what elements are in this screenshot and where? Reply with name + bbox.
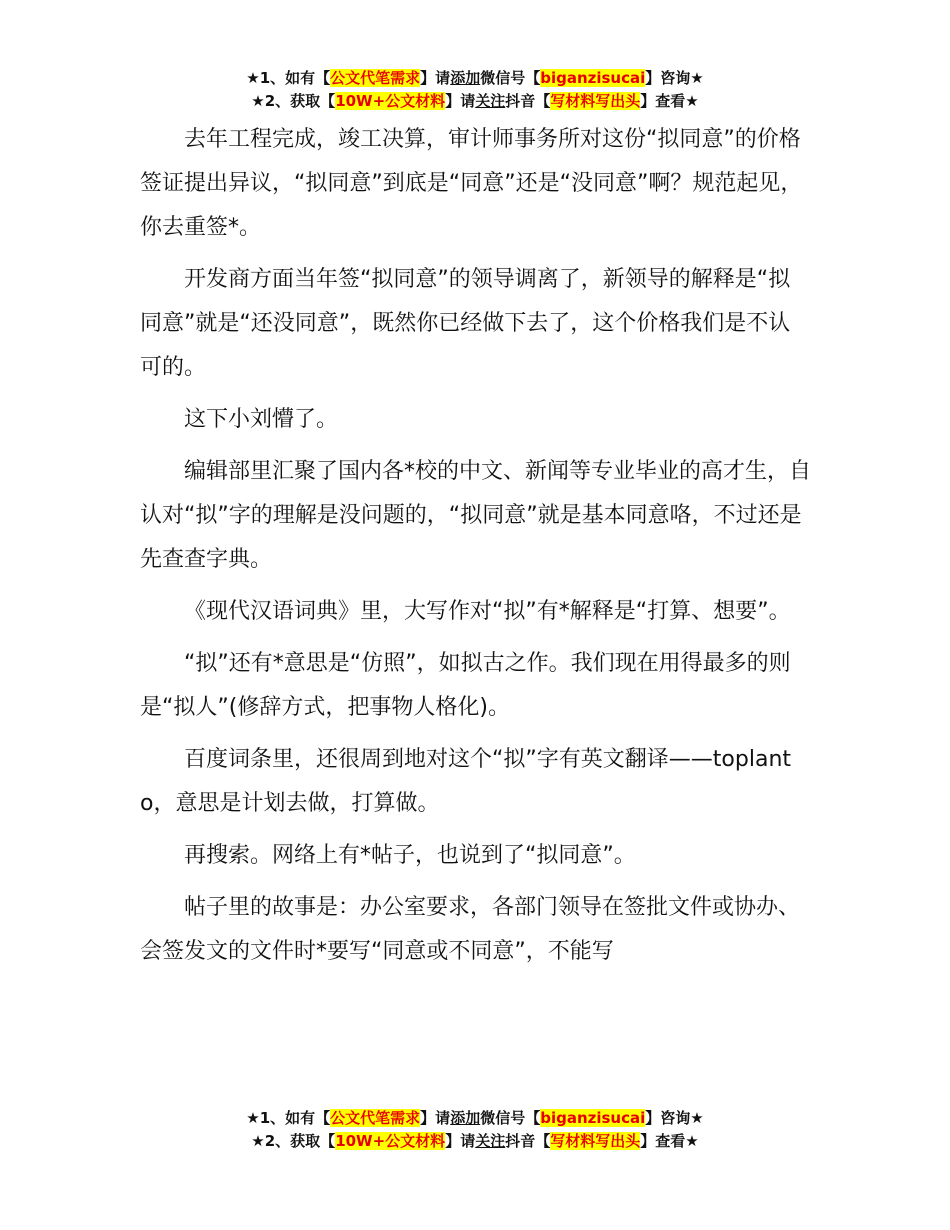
paragraph: 百度词条里，还很周到地对这个“拟”字有英文翻译——toplanto，意思是计划去做，打算做。 (140, 747, 792, 816)
banner-text: 微信号【 (480, 1109, 541, 1127)
banner-text: ★1、如有【 (246, 69, 331, 87)
paragraph: 帖子里的故事是：办公室要求，各部门领导在签批文件或协办、会签发文的文件时*要写“同意或不同意”，不能写 (140, 895, 801, 964)
banner-text: 抖音【 (505, 1132, 551, 1150)
banner-text: 】咨询★ (645, 1109, 704, 1127)
banner-highlight: 10W+公文材料 (335, 92, 446, 110)
paragraph: 去年工程完成，竣工决算，审计师事务所对这份“拟同意”的价格签证提出异议，“拟同意”到底是“同意”还是“没同意”啊？规范起见，你去重签*。 (140, 127, 803, 240)
banner-highlight: biganzisucai (540, 69, 646, 87)
banner-underline: 添加 (450, 69, 481, 87)
banner-highlight: biganzisucai (540, 1109, 646, 1127)
banner-highlight: 公文代笔需求 (330, 1109, 421, 1127)
banner-text: ★1、如有【 (246, 1109, 331, 1127)
paragraph: 这下小刘懵了。 (184, 407, 339, 432)
banner-highlight: 公文代笔需求 (330, 69, 421, 87)
banner-underline: 添加 (450, 1109, 481, 1127)
banner-text: 】查看★ (640, 1132, 699, 1150)
paragraph: 开发商方面当年签“拟同意”的领导调离了，新领导的解释是“拟同意”就是“还没同意”，既然你已经做下去了，这个价格我们是不认可的。 (140, 267, 791, 380)
banner-text: 微信号【 (480, 69, 541, 87)
banner-line-1 (0, 67, 950, 90)
banner-highlight: 写材料写出头 (550, 92, 641, 110)
paragraph: “拟”还有*意思是“仿照”，如拟古之作。我们现在用得最多的则是“拟人”(修辞方式，把事物人格化)。 (140, 651, 791, 720)
banner-underline: 关注 (475, 1132, 506, 1150)
paragraph: 编辑部里汇聚了国内各*校的中文、新闻等专业毕业的高才生，自认对“拟”字的理解是没问题的，“拟同意”就是基本同意咯，不过还是先查查字典。 (140, 459, 812, 572)
banner-line-2 (0, 90, 950, 113)
banner-text: 】请 (420, 69, 451, 87)
header-banner (0, 67, 950, 113)
banner-text: 】咨询★ (645, 69, 704, 87)
banner-text: ★2、获取【 (251, 1132, 336, 1150)
banner-text: 】请 (445, 1132, 476, 1150)
banner-text: 】请 (420, 1109, 451, 1127)
banner-text: 】查看★ (640, 92, 699, 110)
footer-banner (0, 1107, 950, 1153)
banner-line-2 (0, 1130, 950, 1153)
banner-highlight: 写材料写出头 (550, 1132, 641, 1150)
paragraph: 《现代汉语词典》里，大写作对“拟”有*解释是“打算、想要”。 (184, 599, 791, 624)
paragraph: 再搜索。网络上有*帖子，也说到了“拟同意”。 (184, 843, 636, 868)
banner-highlight: 10W+公文材料 (335, 1132, 446, 1150)
banner-underline: 关注 (475, 92, 506, 110)
banner-line-1 (0, 1107, 950, 1130)
banner-text: ★2、获取【 (251, 92, 336, 110)
banner-text: 抖音【 (505, 92, 551, 110)
document-body (140, 118, 812, 982)
banner-text: 】请 (445, 92, 476, 110)
